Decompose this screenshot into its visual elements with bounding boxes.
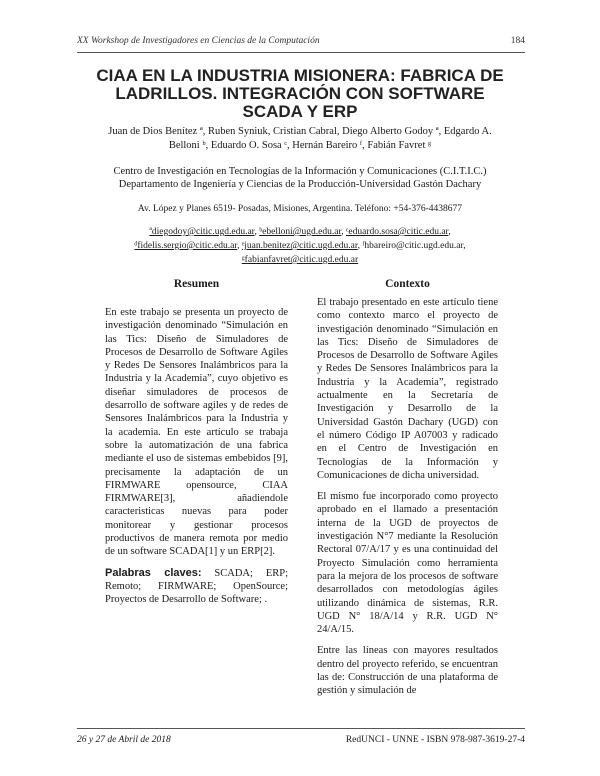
conference-name: XX Workshop de Investigadores en Ciencias de la Computación xyxy=(77,36,320,46)
keywords-paragraph xyxy=(105,567,288,607)
contexto-paragraph-3: Entre las líneas con mayores resultados dentro del proyecto referido, se encuentran las de: Construcción de una plataforma de gestión y simulación de xyxy=(317,645,498,697)
footer-rule xyxy=(77,728,525,729)
keywords-label: Palabras claves: xyxy=(105,566,202,579)
email-link[interactable]: ᵈfidelis.sergio@citic.edu.ar xyxy=(134,241,238,251)
header-rule xyxy=(77,52,525,53)
page-number: 184 xyxy=(510,36,525,46)
email-link[interactable]: ᵉjuan.benitez@citic.ugd.edu.ar xyxy=(241,241,358,251)
resumen-column xyxy=(105,306,288,615)
paper-title: CIAA EN LA INDUSTRIA MISIONERA: FABRICA DE LADRILLOS. INTEGRACIÓN CON SOFTWARE SCADA Y ERP xyxy=(96,66,504,121)
email-list: ªdiegodoy@citic.ugd.edu.ar, ᵇebelloni@ugd.edu.ar, ᶜeduardo.sosa@citic.edu.ar, ᵈfidelis.sergio@citic.edu.ar, ᵉjuan.benitez@citic.ugd.edu.ar, ᶠhbareiro@citic.ugd.edu.ar, ᵍfabianfavret@citic.ugd.edu.ar xyxy=(134,227,466,265)
email-link[interactable]: ªdiegodoy@citic.ugd.edu.ar xyxy=(149,227,255,237)
email-text: ᶠhbareiro@citic.ugd.edu.ar xyxy=(362,241,464,251)
email-link[interactable]: ᶜeduardo.sosa@citic.edu.ar xyxy=(345,227,449,237)
resumen-body: En este trabajo se presenta un proyecto de investigación denominado “Simulación en las Tics: Diseño de Simuladores de Procesos de Desarrollo de Software Agiles y Redes De Sensores Inalámbricos para la Industria y la Academia”, cuyo objetivo es diseñar simuladores de procesos de desarrollo de software agiles y de redes de Sensores Inalámbricos para la Industria y la academia. En este artículo se trabaja sobre la automatización de una fabrica mediante el uso de sistemas embebidos [9], precisamente la adaptación de un FIRMWARE opensource, CIAA FIRMWARE[3], añadiendole caracteristicas nuevas para poder monitorear y gestionar procesos productivos de manera remota por medio de un software SCADA[1] y un ERP[2]. xyxy=(105,307,288,558)
contexto-paragraph-1: El trabajo presentado en este artículo tiene como contexto marco el proyecto de investigación denominado “Simulación en las Tics: Diseño de Simuladores de Procesos de Desarrollo de Software Agiles y Redes De Sensores Inalámbricos para la Industria y la Academia”, registrado actualmente en la Secretaría de Investigación y Desarrollo de la Universidad Gastón Dachary (UGD) con el número Código IP A07003 y radicado en el Centro de Investigación en Tecnologías de la Información y Comunicaciones de dicha universidad. xyxy=(317,297,498,481)
contexto-paragraph-2: El mismo fue incorporado como proyecto aprobado en el llamado a presentación interna de la UGD de proyectos de investigación N°7 mediante la Resolución Rectoral 07/A/17 y es una continuidad del Proyecto Simulación como herramienta para la mejora de los procesos de software desarrollados con metodologías ágiles utilizando dinámica de sistemas, R.R. UGD N° 18/A/14 y R.R. UGD N° 24/A/15. xyxy=(317,491,498,636)
email-link[interactable]: ᵍfabianfavret@citic.ugd.edu.ar xyxy=(241,255,359,265)
address: Av. López y Planes 6519- Posadas, Misiones, Argentina. Teléfono: +54-376-4438677 xyxy=(137,204,463,214)
page-footer xyxy=(77,735,525,745)
resumen-heading: Resumen xyxy=(173,278,220,290)
email-link[interactable]: ᵇebelloni@ugd.edu.ar xyxy=(259,227,342,237)
author-list: Juan de Dios Benítez ª, Ruben Syniuk, Cristian Cabral, Diego Alberto Godoy ª, Edgardo A. Belloni ᵇ, Eduardo O. Sosa ᶜ, Hernán Bareiro ᶠ, Fabián Favret ᵍ xyxy=(108,126,492,151)
footer-date: 26 y 27 de Abril de 2018 xyxy=(77,735,171,745)
keywords-text: SCADA; ERP; Remoto; FIRMWARE; OpenSource; Proyectos de Desarrollo de Software; . xyxy=(105,567,289,606)
contexto-column xyxy=(317,296,498,706)
footer-publisher: RedUNCI - UNNE - ISBN 978-987-3619-27-4 xyxy=(345,735,525,745)
affiliation: Centro de Investigación en Tecnologías de la Información y Comunicaciones (C.I.T.I.C.) Departamento de Ingeniería y Ciencias de la Producción-Universidad Gastón Dachary xyxy=(113,166,487,190)
page-header xyxy=(77,36,525,50)
contexto-heading: Contexto xyxy=(385,278,430,290)
